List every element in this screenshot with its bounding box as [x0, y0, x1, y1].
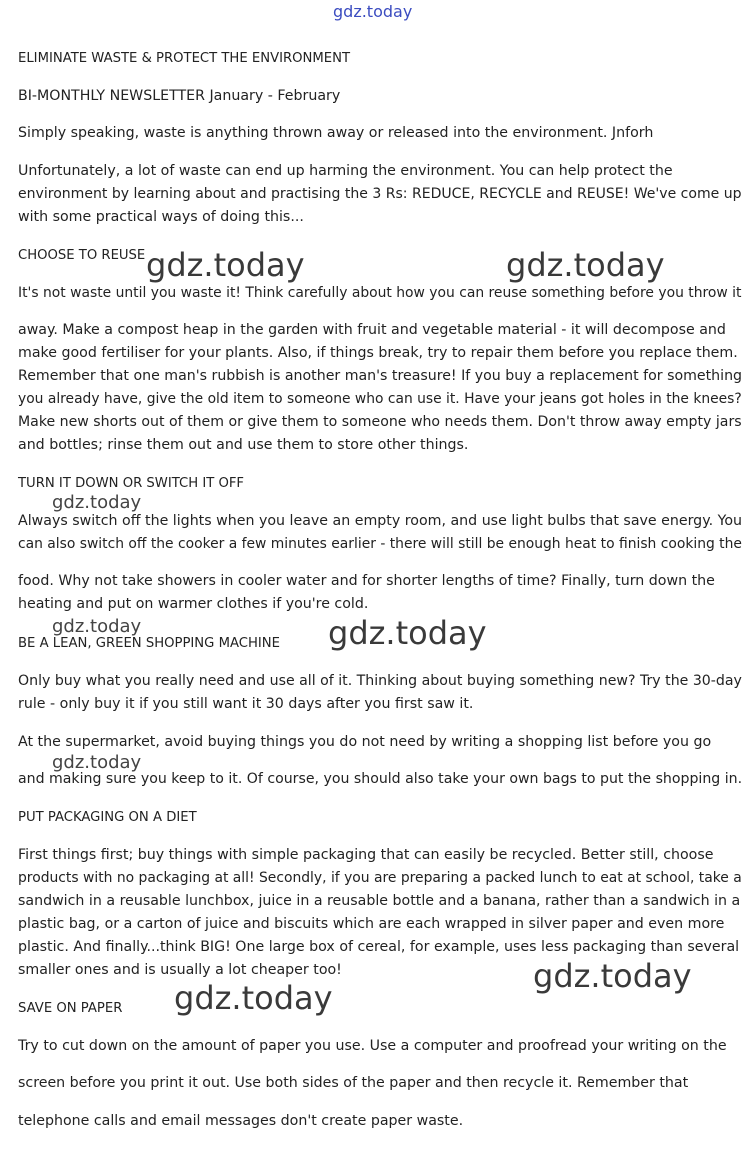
reuse-line: make good fertiliser for your plants. Also, if things break, try to repair them before you replace them.	[18, 345, 738, 361]
watermark-8: gdz.today	[174, 979, 333, 1017]
shopping-line: At the supermarket, avoid buying things you do not need by writing a shopping list before you go	[18, 734, 712, 750]
watermark-2: gdz.today	[506, 246, 665, 284]
reuse-line: you already have, give the old item to someone who can use it. Have your jeans got holes in the knees?	[18, 391, 742, 407]
paper-line: telephone calls and email messages don't create paper waste.	[18, 1113, 464, 1129]
heading-save-on-paper: SAVE ON PAPER	[18, 1001, 123, 1016]
reuse-line: It's not waste until you waste it! Think carefully about how you can reuse something before you throw it	[18, 285, 742, 301]
intro-line: Unfortunately, a lot of waste can end up harming the environment. You can help protect the	[18, 163, 673, 179]
packaging-line: plastic. And finally...think BIG! One large box of cereal, for example, uses less packaging than several	[18, 939, 740, 955]
reuse-line: and bottles; rinse them out and use them to store other things.	[18, 437, 469, 453]
heading-packaging: PUT PACKAGING ON A DIET	[18, 810, 197, 825]
reuse-line: Remember that one man's rubbish is another man's treasure! If you buy a replacement for something	[18, 368, 743, 384]
switch-off-line: food. Why not take showers in cooler water and for shorter lengths of time? Finally, turn down the	[18, 573, 715, 589]
watermark-6: gdz.today	[52, 752, 142, 773]
paper-line: Try to cut down on the amount of paper you use. Use a computer and proofread your writing on the	[18, 1038, 727, 1054]
reuse-line: away. Make a compost heap in the garden with fruit and vegetable material - it will decompose and	[18, 322, 726, 338]
packaging-line: sandwich in a reusable lunchbox, juice in a reusable bottle and a banana, rather than a sandwich in a	[18, 893, 741, 909]
switch-off-line: can also switch off the cooker a few minutes earlier - there will still be enough heat to finish cooking the	[18, 536, 742, 552]
packaging-line: plastic bag, or a carton of juice and biscuits which are each wrapped in silver paper and even more	[18, 916, 725, 932]
paper-line: screen before you print it out. Use both sides of the paper and then recycle it. Remember that	[18, 1075, 689, 1091]
watermark-top: gdz.today	[333, 2, 413, 21]
packaging-line: First things first; buy things with simple packaging that can easily be recycled. Better still, choose	[18, 847, 714, 863]
newsletter-subtitle: BI-MONTHLY NEWSLETTER January - February	[18, 88, 341, 104]
reuse-line: Make new shorts out of them or give them to someone who needs them. Don't throw away empty jars	[18, 414, 742, 430]
intro-line: with some practical ways of doing this...	[18, 209, 304, 225]
page-title: ELIMINATE WASTE & PROTECT THE ENVIRONMENT	[18, 51, 351, 66]
shopping-line: and making sure you keep to it. Of course, you should also take your own bags to put the shopping in.	[18, 771, 743, 787]
switch-off-line: heating and put on warmer clothes if you're cold.	[18, 596, 369, 612]
intro-line: environment by learning about and practising the 3 Rs: REDUCE, RECYCLE and REUSE! We've come up	[18, 186, 742, 202]
watermark-5: gdz.today	[328, 614, 487, 652]
packaging-line: smaller ones and is usually a lot cheaper too!	[18, 962, 342, 978]
shopping-line: Only buy what you really need and use all of it. Thinking about buying something new? Try the 30-day	[18, 673, 742, 689]
heading-switch-it-off: TURN IT DOWN OR SWITCH IT OFF	[18, 476, 245, 491]
packaging-line: products with no packaging at all! Secondly, if you are preparing a packed lunch to eat at school, take a	[18, 870, 742, 886]
watermark-1: gdz.today	[146, 246, 305, 284]
switch-off-line: Always switch off the lights when you leave an empty room, and use light bulbs that save energy. You	[18, 513, 743, 529]
watermark-7: gdz.today	[533, 957, 692, 995]
intro-paragraph-1: Simply speaking, waste is anything thrown away or released into the environment. Jnforh	[18, 125, 654, 141]
heading-choose-to-reuse: CHOOSE TO REUSE	[18, 248, 146, 263]
watermark-4: gdz.today	[52, 616, 142, 637]
watermark-3: gdz.today	[52, 492, 142, 513]
heading-green-shopping: BE A LEAN, GREEN SHOPPING MACHINE	[18, 636, 280, 651]
shopping-line: rule - only buy it if you still want it 30 days after you first saw it.	[18, 696, 474, 712]
